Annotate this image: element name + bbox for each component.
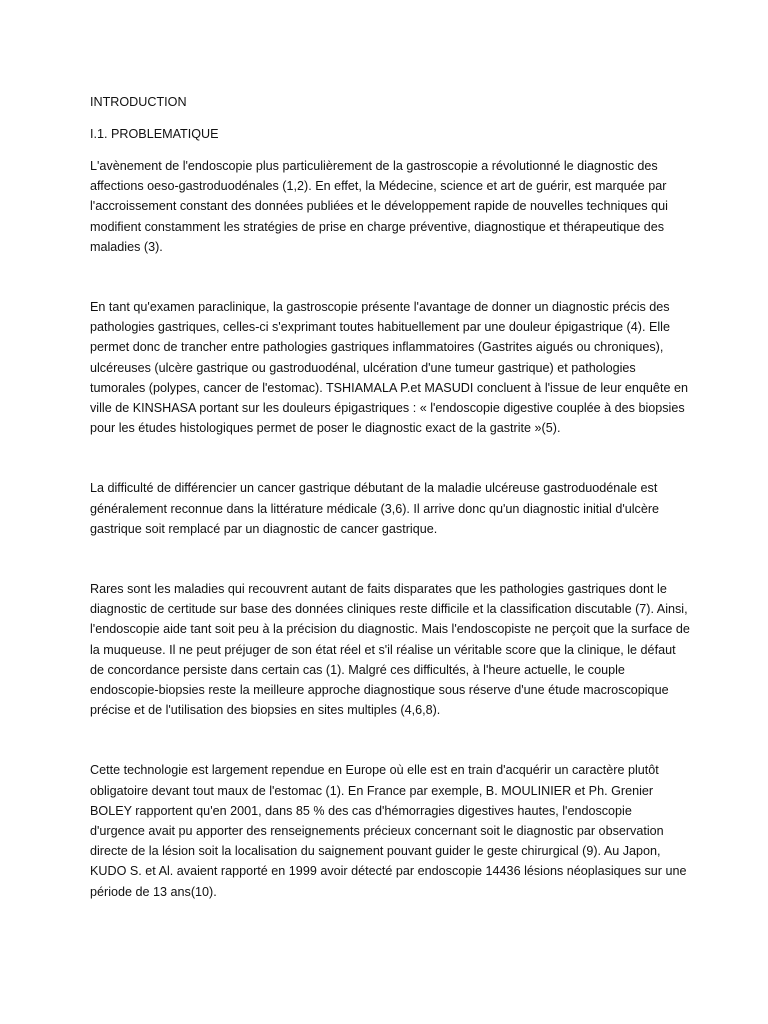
section-title: I.1. PROBLEMATIQUE bbox=[90, 127, 219, 141]
paragraph: En tant qu'examen paraclinique, la gastroscopie présente l'avantage de donner un diagnostic précis des pathologies gastriques, celles-ci s'exprimant toutes habituellement par une douleur épigastrique (4). Elle permet donc de trancher entre pathologies gastriques inflammatoires (Gastrites aigués ou chroniques), ulcéreuses (ulcère gastrique ou gastroduodénal, ulcération d'une tumeur gastrique) et pathologies tumorales (polypes, cancer de l'estomac). TSHIAMALA P.et MASUDI concluent à l'issue de leur enquête en ville de KINSHASA portant sur les douleurs épigastriques : « l'endoscopie digestive couplée à des biopsies pour les études histologiques permet de poser le diagnostic exact de la gastrite »(5). bbox=[90, 300, 688, 436]
paragraph: Cette technologie est largement rependue en Europe où elle est en train d'acquérir un caractère plutôt obligatoire devant tout maux de l'estomac (1). En France par exemple, B. MOULINIER et Ph. Grenier BOLEY rapportent qu'en 2001, dans 85 % des cas d'hémorragies digestives hautes, l'endoscopie d'urgence avait pu apporter des renseignements précieux concernant soit le diagnostic par observation directe de la lésion soit la localisation du saignement pouvant guider le geste chirurgical (9). Au Japon, KUDO S. et Al. avaient rapporté en 1999 avoir détecté par endoscopie 14436 lésions néoplasiques sur une période de 13 ans(10). bbox=[90, 763, 687, 899]
paragraph: La difficulté de différencier un cancer gastrique débutant de la maladie ulcéreuse gastroduodénale est généralement reconnue dans la littérature médicale (3,6). Il arrive donc qu'un diagnostic initial d'ulcère gastrique soit remplacé par un diagnostic de cancer gastrique. bbox=[90, 481, 660, 536]
paragraph: L'avènement de l'endoscopie plus particulièrement de la gastroscopie a révolutionné le diagnostic des affections oeso-gastroduodénales (1,2). En effet, la Médecine, science et art de guérir, est marquée par l'accroissement constant des données publiées et le développement rapide de nouvelles techniques qui modifient constamment les stratégies de prise en charge préventive, diagnostique et thérapeutique des maladies (3). bbox=[90, 159, 668, 254]
document-page bbox=[90, 92, 690, 902]
document-heading: INTRODUCTION bbox=[90, 95, 187, 109]
paragraph: Rares sont les maladies qui recouvrent autant de faits disparates que les pathologies gastriques dont le diagnostic de certitude sur base des données cliniques reste difficile et la classification discutable (7). Ainsi, l'endoscopie aide tant soit peu à la précision du diagnostic. Mais l'endoscopiste ne perçoit que la surface de la muqueuse. Il ne peut préjuger de son état réel et s'il réalise un véritable score que la clinique, le défaut de concordance persiste dans certain cas (1). Malgré ces difficultés, à l'heure actuelle, le couple endoscopie-biopsies reste la meilleure approche diagnostique sous réserve d'une étude macroscopique précise et de l'utilisation des biopsies en sites multiples (4,6,8). bbox=[90, 582, 690, 718]
